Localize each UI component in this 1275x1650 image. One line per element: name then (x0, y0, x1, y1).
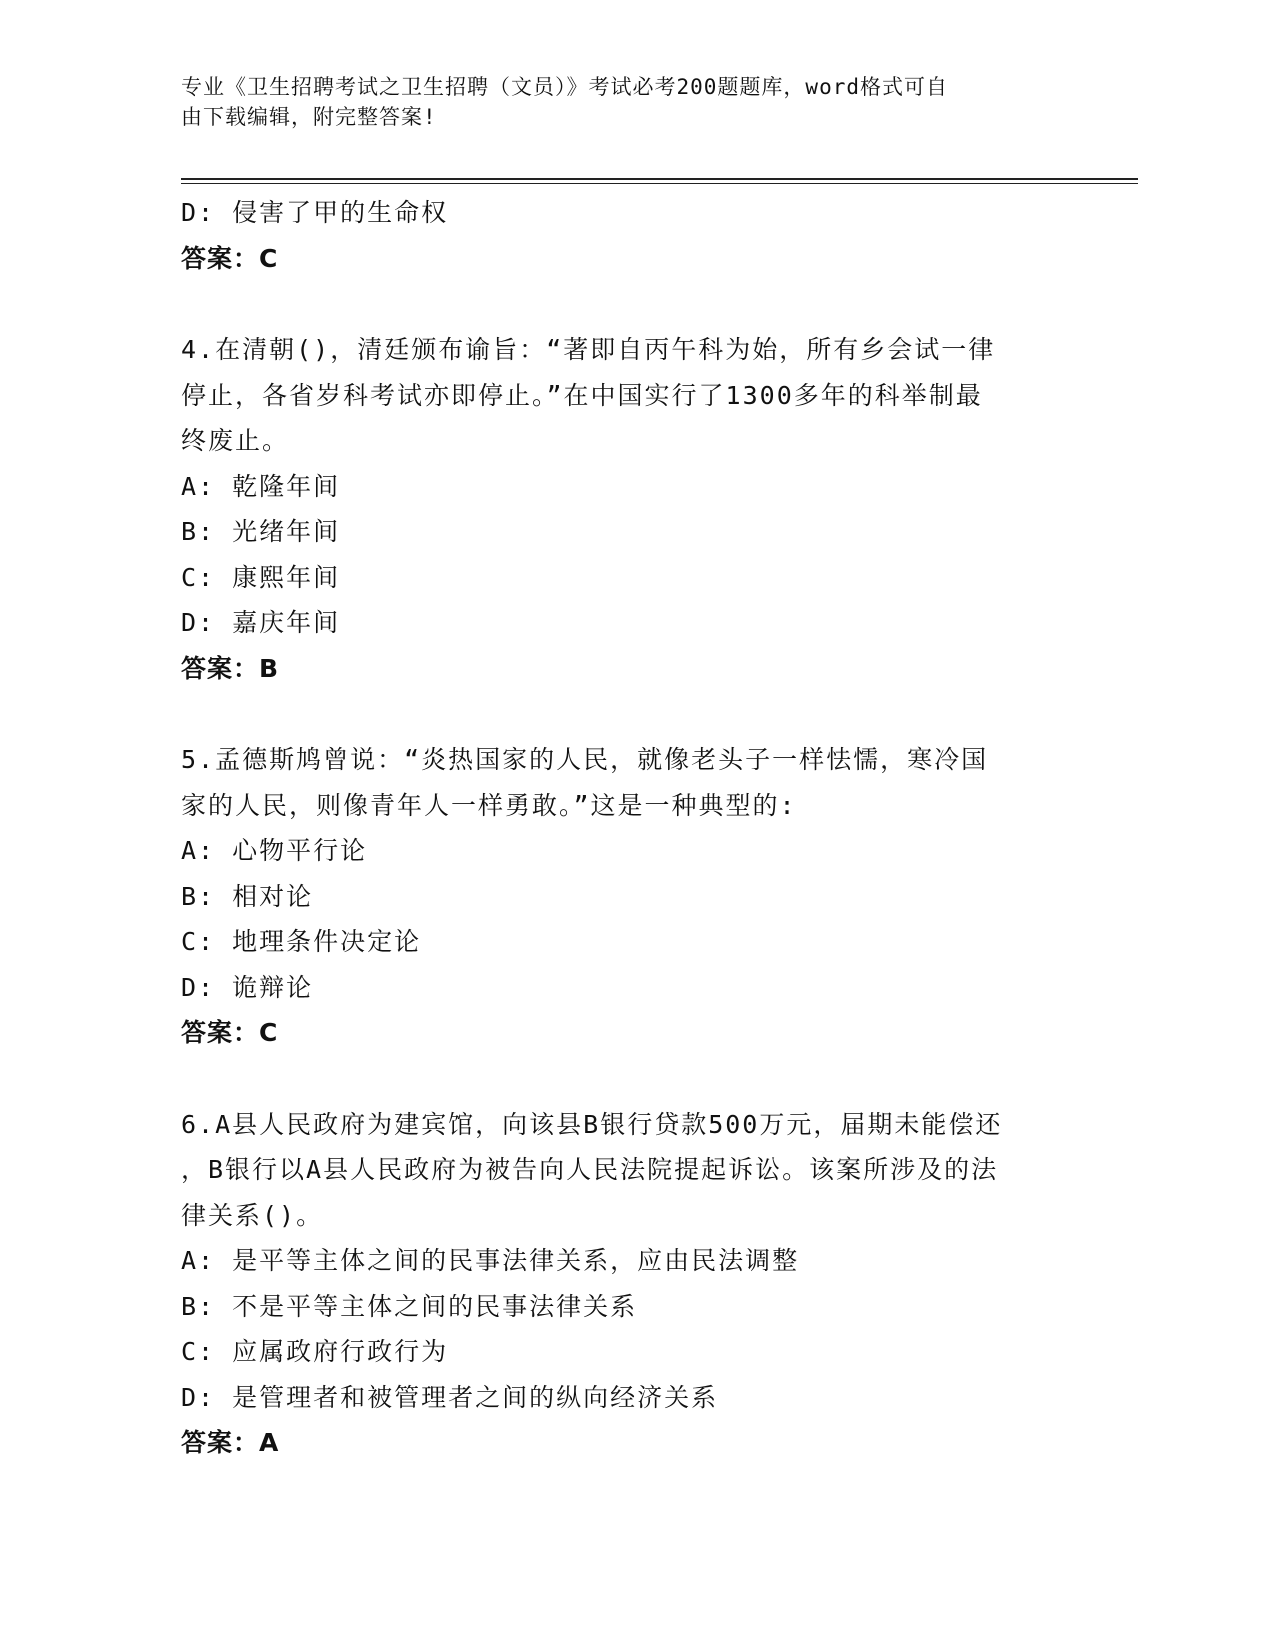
document-header (181, 72, 1041, 132)
question-6-answer: 答案：A (181, 1428, 280, 1457)
question-6-line-1: 6.A县人民政府为建宾馆，向该县B银行贷款500万元，届期未能偿还 (181, 1109, 1003, 1139)
question-5-answer: 答案：C (181, 1018, 279, 1047)
question-4-text (181, 327, 1081, 464)
question-5-option-b: B: 相对论 (181, 881, 314, 911)
question-5-line-2: 家的人民，则像青年人一样勇敢。”这是一种典型的: (181, 790, 797, 820)
spacer (181, 281, 1081, 327)
question-6-option-b: B: 不是平等主体之间的民事法律关系 (181, 1291, 638, 1321)
question-4-line-2: 停止，各省岁科考试亦即停止。”在中国实行了1300多年的科举制最 (181, 380, 983, 410)
question-6-option-d: D: 是管理者和被管理者之间的纵向经济关系 (181, 1382, 719, 1412)
header-divider-thin (181, 183, 1138, 184)
question-5-option-d: D: 诡辩论 (181, 972, 314, 1002)
spacer (181, 691, 1081, 737)
question-4-option-d: D: 嘉庆年间 (181, 608, 341, 637)
prev-answer: 答案：C (181, 243, 279, 273)
question-4-line-1: 4.在清朝()，清廷颁布谕旨：“著即自丙午科为始，所有乡会试一律 (181, 335, 996, 364)
question-6-option-c: C: 应属政府行政行为 (181, 1337, 449, 1366)
question-6-line-2: ，B银行以A县人民政府为被告向人民法院提起诉讼。该案所涉及的法 (181, 1155, 999, 1184)
question-6-option-a: A: 是平等主体之间的民事法律关系，应由民法调整 (181, 1246, 800, 1275)
question-6-text (181, 1102, 1081, 1239)
question-5-line-1: 5.孟德斯鸠曾说：“炎热国家的人民，就像老头子一样怯懦，寒冷国 (181, 745, 989, 774)
spacer (181, 1056, 1081, 1102)
question-4-option-b: B: 光绪年间 (181, 517, 341, 546)
question-4-option-a: A: 乾隆年间 (181, 471, 341, 501)
question-4-answer: 答案：B (181, 653, 280, 683)
question-4-option-c: C: 康熙年间 (181, 562, 341, 592)
header-divider-thick (181, 178, 1138, 180)
question-6-line-3: 律关系()。 (181, 1200, 324, 1230)
question-5-option-a: A: 心物平行论 (181, 836, 368, 865)
question-5-option-c: C: 地理条件决定论 (181, 927, 422, 956)
header-line-2: 由下载编辑，附完整答案! (181, 105, 437, 129)
question-list (181, 190, 1081, 1466)
question-5-text (181, 737, 1081, 828)
header-line-1: 专业《卫生招聘考试之卫生招聘（文员）》考试必考200题题库，word格式可自 (181, 75, 948, 99)
question-4-line-3: 终废止。 (181, 426, 290, 455)
prev-option-d: D: 侵害了甲的生命权 (181, 198, 449, 227)
